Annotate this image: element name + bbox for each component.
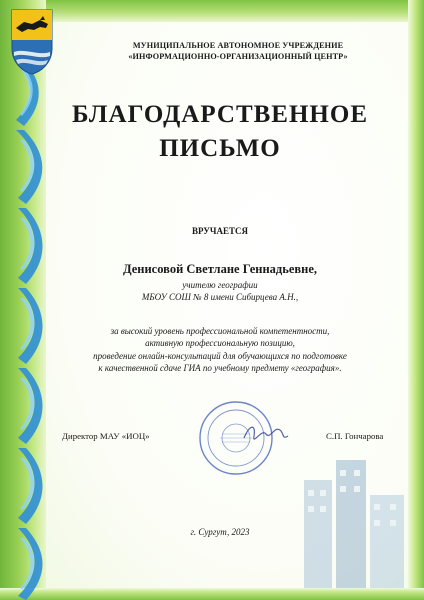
frame-right [408,0,424,600]
reason-line-1: за высокий уровень профессиональной компетентности, [110,326,330,336]
place-and-date: г. Сургут, 2023 [190,527,250,537]
ribbon-decoration-icon [6,60,46,600]
organization-header [88,40,388,62]
recipient-position: учителю географии [182,280,258,290]
signature-mark-icon [240,418,290,448]
reason-line-2: активную профессиональную позицию, [145,338,295,349]
city-buildings-illustration-icon [300,440,408,588]
recipient-school: МБОУ СОШ № 8 имени Сибирцева А.Н., [141,292,299,302]
title-line-2: ПИСЬМО [159,135,281,162]
award-reason [50,325,390,374]
organization-line-1: МУНИЦИПАЛЬНОЕ АВТОНОМНОЕ УЧРЕЖДЕНИЕ [132,41,344,50]
organization-line-2: «ИНФОРМАЦИОННО-ОРГАНИЗАЦИОННЫЙ ЦЕНТР» [128,52,348,61]
coat-of-arms-emblem-icon [10,8,54,76]
awarded-label: ВРУЧАЕТСЯ [192,226,248,236]
frame-bottom [0,588,424,600]
signatory-name: С.П. Гончарова [326,431,384,441]
title-line-1: БЛАГОДАРСТВЕННОЕ [72,101,368,128]
frame-top [0,0,424,22]
reason-line-4: к качественной сдаче ГИА по учебному предмету «география». [98,362,342,373]
reason-line-3: проведение онлайн-консультаций для обучающихся по подготовке [93,350,347,361]
recipient-name: Денисовой Светлане Геннадьевне, [122,262,318,276]
signatory-title: Директор МАУ «ИОЦ» [62,431,150,441]
document-title [70,98,370,166]
